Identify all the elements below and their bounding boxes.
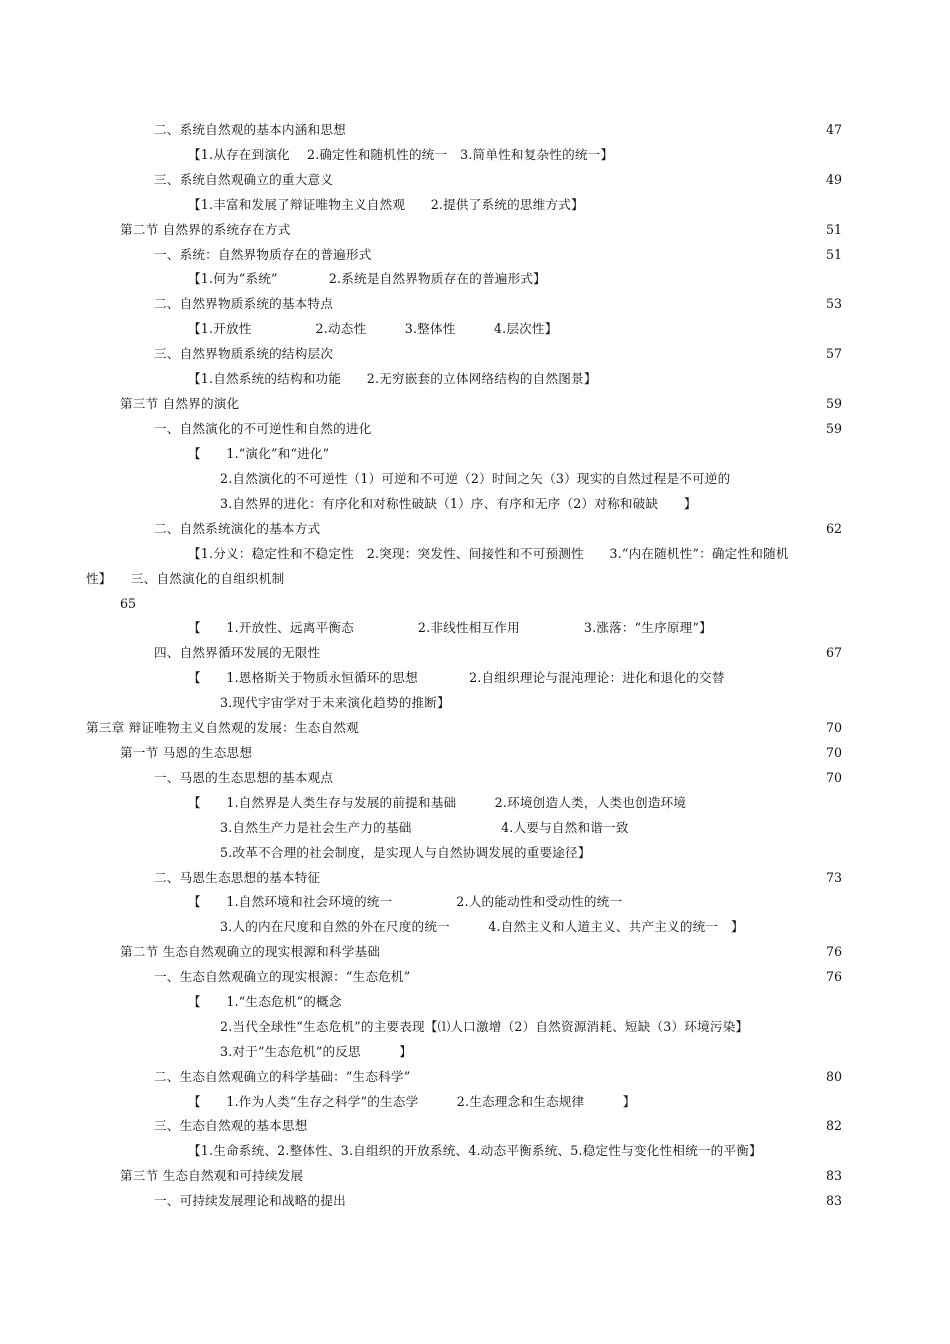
toc-section: 第二节 生态自然观确立的现实根源和科学基础: [120, 944, 381, 959]
toc-page-number: 57: [825, 346, 842, 361]
toc-page-number: 59: [825, 396, 842, 411]
toc-subentry: 3.自然生产力是社会生产力的基础 4.人要与自然和谐一致: [220, 820, 629, 835]
toc-entry: 三、生态自然观的基本思想: [154, 1118, 308, 1133]
toc-section: 第二节 自然界的系统存在方式: [120, 222, 291, 237]
toc-subentry: 3.对于“生态危机”的反思 】: [220, 1044, 413, 1059]
toc-subentry: 【 1.恩格斯关于物质永恒循环的思想 2.自组织理论与混沌理论：进化和退化的交替: [188, 670, 725, 685]
toc-page-number: 70: [825, 770, 842, 785]
toc-subentry: 【 1.“演化”和“进化”: [188, 446, 330, 461]
toc-subentry: 5.改革不合理的社会制度，是实现人与自然协调发展的重要途径】: [220, 845, 591, 860]
toc-chapter: 第三章 辩证唯物主义自然观的发展：生态自然观: [86, 720, 359, 735]
toc-page-number: 49: [825, 172, 842, 187]
toc-page-number: 51: [825, 222, 842, 237]
toc-subentry: 3.人的内在尺度和自然的外在尺度的统一 4.自然主义和人道主义、共产主义的统一 】: [220, 919, 744, 934]
toc-entry: 性】 三、自然演化的自组织机制: [86, 571, 285, 586]
toc-page-number: 80: [825, 1069, 842, 1084]
toc-subentry: 【1.开放性 2.动态性 3.整体性 4.层次性】: [188, 321, 558, 336]
toc-entry: 一、系统：自然界物质存在的普遍形式: [154, 247, 372, 262]
toc-subentry: 【 1.作为人类“生存之科学”的生态学 2.生态理念和生态规律 】: [188, 1094, 636, 1109]
toc-section: 第三节 生态自然观和可持续发展: [120, 1168, 304, 1183]
toc-section: 第一节 马恩的生态思想: [120, 745, 253, 760]
toc-page-number: 82: [825, 1118, 842, 1133]
toc-page-number: 53: [825, 296, 842, 311]
toc-subentry: 【1.生命系统、2.整体性、3.自组织的开放系统、4.动态平衡系统、5.稳定性与变化性相统一的平衡】: [188, 1143, 762, 1158]
toc-subentry: 2.当代全球性“生态危机”的主要表现【⑴人口激增（2）自然资源消耗、短缺（3）环境污染】: [220, 1019, 749, 1034]
toc-entry: 四、自然界循环发展的无限性: [154, 645, 321, 660]
toc-entry: 二、系统自然观的基本内涵和思想: [154, 122, 346, 137]
toc-page-number: 76: [825, 944, 842, 959]
toc-subentry: 【 1.自然界是人类生存与发展的前提和基础 2.环境创造人类，人类也创造环境: [188, 795, 687, 810]
toc-subentry: 【1.从存在到演化 2.确定性和随机性的统一 3.简单性和复杂性的统一】: [188, 147, 614, 162]
toc-entry: 一、可持续发展理论和战略的提出: [154, 1193, 346, 1208]
toc-entry: 二、自然系统演化的基本方式: [154, 521, 321, 536]
toc-page-number: 83: [825, 1168, 842, 1183]
toc-page-number: 70: [825, 745, 842, 760]
toc-entry: 三、系统自然观确立的重大意义: [154, 172, 334, 187]
toc-entry: 二、生态自然观确立的科学基础：“生态科学”: [154, 1069, 411, 1084]
toc-subentry: 3.自然界的进化：有序化和对称性破缺（1）序、有序和无序（2）对称和破缺 】: [220, 496, 697, 511]
toc-subentry: 【1.丰富和发展了辩证唯物主义自然观 2.提供了系统的思维方式】: [188, 197, 584, 212]
toc-page-number: 70: [825, 720, 842, 735]
toc-page-number: 83: [825, 1193, 842, 1208]
toc-page-number: 67: [825, 645, 842, 660]
toc-subentry: 【 1.开放性、远离平衡态 2.非线性相互作用 3.涨落：“生序原理”】: [188, 620, 712, 635]
toc-page-number: 73: [825, 870, 842, 885]
toc-entry: 一、自然演化的不可逆性和自然的进化: [154, 421, 372, 436]
toc-page-number: 51: [825, 247, 842, 262]
toc-page-number: 47: [825, 122, 842, 137]
toc-page-number: 59: [825, 421, 842, 436]
toc-subentry: 3.现代宇宙学对于未来演化趋势的推断】: [220, 695, 450, 710]
toc-subentry: 【1.自然系统的结构和功能 2.无穷嵌套的立体网络结构的自然图景】: [188, 371, 597, 386]
toc-subentry: 【1.分义：稳定性和不稳定性 2.突现：突发性、间接性和不可预测性 3.“内在随机性”：确定性和随机: [188, 546, 789, 561]
toc-entry: 三、自然界物质系统的结构层次: [154, 346, 334, 361]
toc-subentry: 【 1.“生态危机”的概念: [188, 994, 342, 1009]
toc-entry: 二、马恩生态思想的基本特征: [154, 870, 321, 885]
toc-subentry: 【 1.自然环境和社会环境的统一 2.人的能动性和受动性的统一: [188, 894, 623, 909]
toc-entry: 一、马恩的生态思想的基本观点: [154, 770, 334, 785]
toc-page-number: 76: [825, 969, 842, 984]
toc-subentry: 2.自然演化的不可逆性（1）可逆和不可逆（2）时间之矢（3）现实的自然过程是不可逆的: [220, 471, 731, 486]
toc-page-number: 65: [120, 596, 137, 611]
toc-subentry: 【1.何为“系统” 2.系统是自然界物质存在的普遍形式】: [188, 271, 546, 286]
toc-entry: 一、生态自然观确立的现实根源：“生态危机”: [154, 969, 411, 984]
toc-page-number: 62: [825, 521, 842, 536]
toc-entry: 二、自然界物质系统的基本特点: [154, 296, 334, 311]
toc-section: 第三节 自然界的演化: [120, 396, 240, 411]
